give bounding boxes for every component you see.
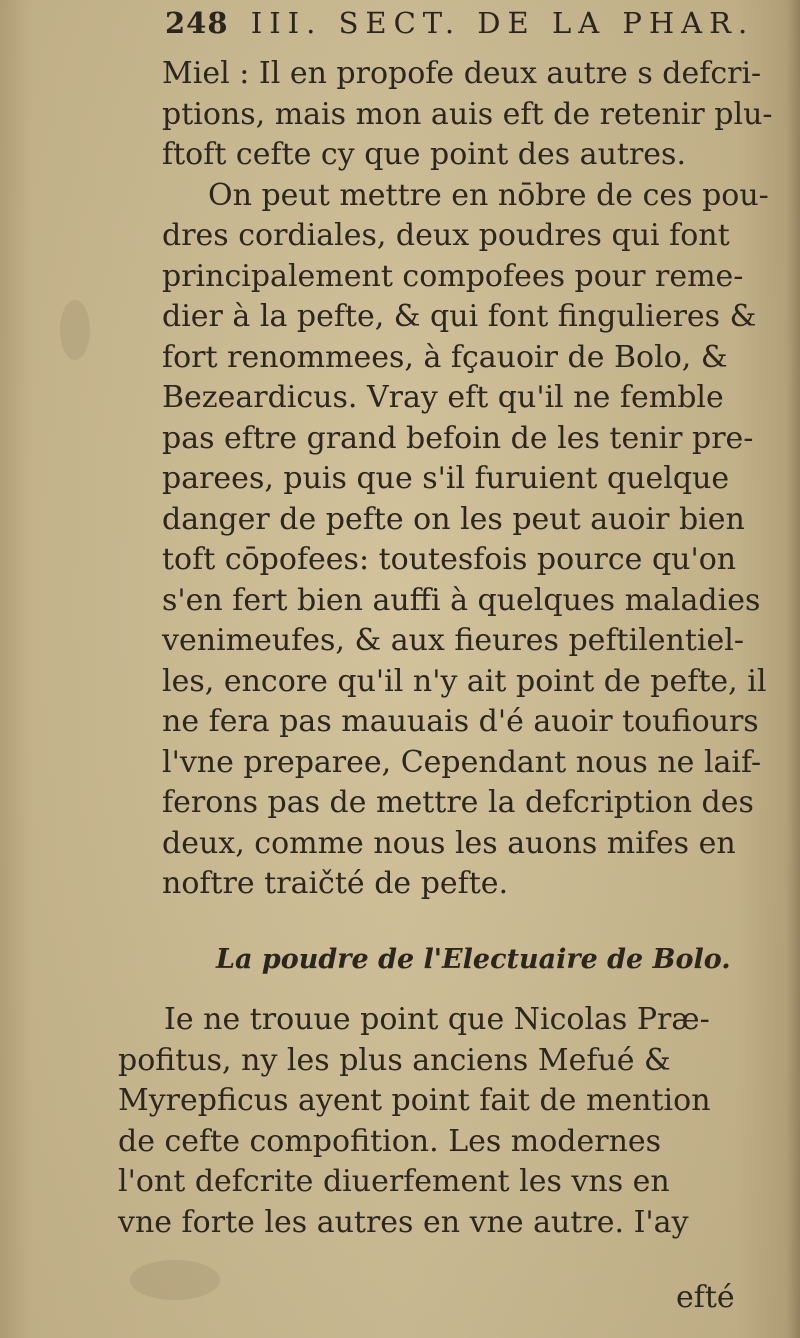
text-line: On peut mettre en nōbre de ces pou- (208, 177, 769, 213)
text-line: dier à la pefte, & qui font fingulieres & (162, 299, 757, 334)
running-title: III. SECT. DE LA PHAR. (250, 6, 755, 40)
body-text-top (162, 54, 790, 905)
text-line: principalement compofees pour reme- (162, 258, 744, 294)
text-line: s'en fert bien auffi à quelques maladies (162, 582, 761, 618)
catchword: efté (676, 1280, 735, 1315)
text-line: dres cordiales, deux poudres qui font (162, 218, 730, 253)
running-head (165, 6, 785, 50)
text-line: les, encore qu'il n'y ait point de pefte, il (162, 663, 767, 699)
text-line: noftre traičté de pefte. (162, 866, 509, 901)
paper-stain (130, 1260, 220, 1300)
text-line: vne forte les autres en vne autre. I'ay (118, 1204, 689, 1240)
text-line: Ie ne trouue point que Nicolas Præ- (164, 1002, 710, 1037)
text-line: Myrepficus ayent point fait de mention (118, 1083, 711, 1118)
text-line: l'vne preparee, Cependant nous ne laif- (162, 744, 762, 780)
text-line: fort renommees, à fçauoir de Bolo, & (162, 339, 728, 375)
page-number: 248 (165, 6, 229, 40)
text-line: pofitus, ny les plus anciens Mefué & (118, 1042, 671, 1078)
text-line: ftoft cefte cy que point des autres. (162, 137, 686, 172)
text-line: ptions, mais mon auis eft de retenir plu- (162, 96, 773, 132)
text-line: l'ont defcrite diuerfement les vns en (118, 1164, 670, 1199)
paper-stain (60, 300, 90, 360)
text-line: de cefte compofition. Les modernes (118, 1123, 662, 1159)
paragraph-continuation (162, 54, 790, 176)
text-line: toft cōpofees: toutesfois pource qu'on (162, 542, 737, 577)
text-line: ferons pas de mettre la defcription des (162, 785, 754, 820)
text-line: danger de pefte on les peut auoir bien (162, 501, 745, 537)
text-line: venimeufes, & aux fieures peftilentiel- (162, 623, 744, 658)
text-line: Bezeardicus. Vray eft qu'il ne femble (162, 380, 724, 415)
body-text-bottom (118, 1000, 786, 1243)
text-line: pas eftre grand befoin de les tenir pre- (162, 420, 754, 456)
text-line: ne fera pas mauuais d'é auoir toufiours (162, 704, 759, 739)
text-line: parees, puis que s'il furuient quelque (162, 461, 730, 496)
text-line: Miel : Il en propofe deux autre s defcri- (162, 56, 762, 91)
section-heading: La poudre de l'Electuaire de Bolo. (216, 944, 731, 975)
text-line: deux, comme nous les auons mifes en (162, 825, 736, 861)
paragraph-bolo (118, 1000, 786, 1243)
paragraph-powders (162, 176, 790, 905)
